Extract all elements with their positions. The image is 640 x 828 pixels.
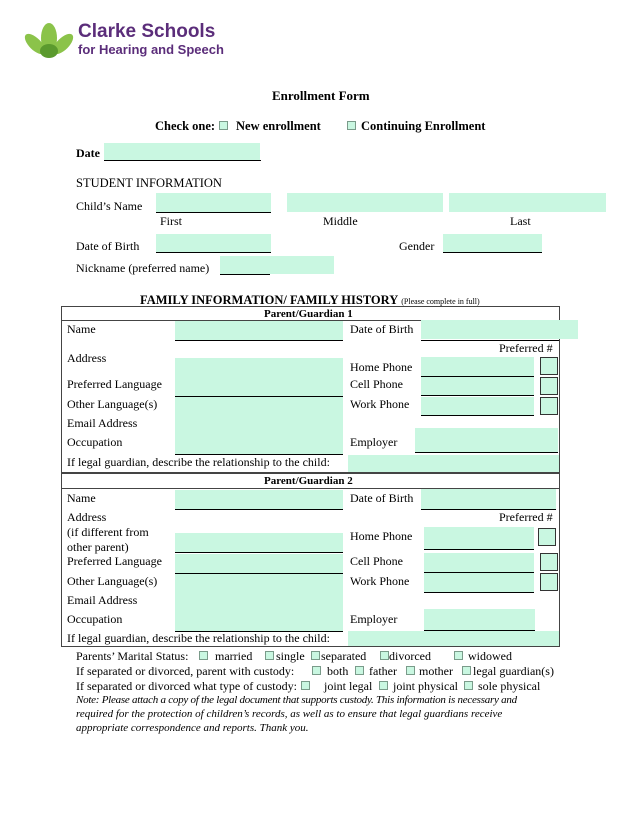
g2-pref-lang-label: Preferred Language xyxy=(67,554,162,568)
g1-work-phone-field[interactable] xyxy=(421,397,534,415)
g1-name-label: Name xyxy=(67,322,96,336)
g2-work-phone-label: Work Phone xyxy=(350,574,410,588)
date-underline xyxy=(104,160,261,161)
logo-name: Clarke Schools xyxy=(78,21,216,42)
joint-physical-checkbox[interactable] xyxy=(379,681,388,690)
g1-email-label: Email Address xyxy=(67,416,138,430)
g1-cell-preferred-checkbox[interactable] xyxy=(540,377,558,395)
check-one-label: Check one: xyxy=(155,119,216,133)
g1-employer-label: Employer xyxy=(350,435,398,449)
g1-dob-field[interactable] xyxy=(421,320,578,339)
guardian1-title: Parent/Guardian 1 xyxy=(264,308,353,320)
logo-tagline: for Hearing and Speech xyxy=(78,42,224,57)
joint-physical-label: joint physical xyxy=(393,679,458,693)
g2-dob-label: Date of Birth xyxy=(350,491,414,505)
g2-work-preferred-checkbox[interactable] xyxy=(540,573,558,591)
married-checkbox[interactable] xyxy=(199,651,208,660)
nickname-field[interactable] xyxy=(220,256,334,274)
g1-occupation-label: Occupation xyxy=(67,435,123,449)
single-checkbox[interactable] xyxy=(265,651,274,660)
logo xyxy=(22,18,224,62)
widowed-label: widowed xyxy=(468,649,512,663)
note-line-3: appropriate correspondence and reports. Thank you. xyxy=(76,722,309,734)
g2-occupation-field[interactable] xyxy=(175,612,343,631)
custody-father-label: father xyxy=(369,664,397,678)
g2-address-underline xyxy=(175,552,343,553)
g2-dob-field[interactable] xyxy=(421,489,556,509)
g2-email-label: Email Address xyxy=(67,593,138,607)
last-label: Last xyxy=(510,214,531,228)
g1-other-lang-field[interactable] xyxy=(175,397,343,416)
g2-legal-label: If legal guardian, describe the relationship to the child: xyxy=(67,631,330,645)
sole-physical-checkbox[interactable] xyxy=(464,681,473,690)
g1-pref-lang-label: Preferred Language xyxy=(67,377,162,391)
continuing-enrollment-checkbox[interactable] xyxy=(347,121,356,130)
divorced-checkbox[interactable] xyxy=(380,651,389,660)
g1-pref-lang-field[interactable] xyxy=(175,377,343,396)
g2-email-field[interactable] xyxy=(175,593,343,612)
g2-address-label: Address xyxy=(67,510,107,524)
student-dob-label: Date of Birth xyxy=(76,239,140,253)
note-line-2: required for the protection of children’s records, as well as to ensure that legal guardians receive xyxy=(76,708,503,720)
g1-occupation-field[interactable] xyxy=(175,435,343,454)
date-field[interactable] xyxy=(104,143,260,160)
g1-legal-label: If legal guardian, describe the relationship to the child: xyxy=(67,455,330,469)
g2-home-phone-underline xyxy=(424,549,534,550)
g2-home-phone-field[interactable] xyxy=(424,527,534,549)
family-heading-note: (Please complete in full) xyxy=(401,297,480,306)
g1-name-underline xyxy=(175,340,343,341)
sole-physical-label: sole physical xyxy=(478,679,541,693)
g2-employer-label: Employer xyxy=(350,612,398,626)
separated-checkbox[interactable] xyxy=(311,651,320,660)
middle-name-field[interactable] xyxy=(287,193,443,212)
first-name-underline xyxy=(156,212,271,213)
g1-name-field[interactable] xyxy=(175,321,343,340)
g1-email-field[interactable] xyxy=(175,416,343,435)
g1-preferred-label: Preferred # xyxy=(499,341,553,355)
g2-name-label: Name xyxy=(67,491,96,505)
gender-label: Gender xyxy=(399,239,435,253)
g1-home-preferred-checkbox[interactable] xyxy=(540,357,558,375)
g2-pref-lang-field[interactable] xyxy=(175,554,343,573)
g2-cell-preferred-checkbox[interactable] xyxy=(540,553,558,571)
g2-occupation-label: Occupation xyxy=(67,612,123,626)
g1-home-phone-field[interactable] xyxy=(421,357,534,376)
note-line-1: Note: Please attach a copy of the legal document that supports custody. This information is necessary and xyxy=(76,694,517,706)
g1-employer-field[interactable] xyxy=(415,428,558,452)
custody-type-label: If separated or divorced what type of custody: xyxy=(76,679,297,693)
g2-home-phone-label: Home Phone xyxy=(350,529,413,543)
gender-field[interactable] xyxy=(443,234,542,252)
custody-label: If separated or divorced, parent with custody: xyxy=(76,664,295,678)
gender-underline xyxy=(443,252,542,253)
custody-legal-guardian-checkbox[interactable] xyxy=(462,666,471,675)
g1-employer-underline xyxy=(415,452,558,453)
last-name-field[interactable] xyxy=(449,193,606,212)
custody-father-checkbox[interactable] xyxy=(355,666,364,675)
g2-name-underline xyxy=(175,509,343,510)
custody-mother-checkbox[interactable] xyxy=(406,666,415,675)
custody-legal-guardian-label: legal guardian(s) xyxy=(473,664,554,678)
separated-label: separated xyxy=(321,649,367,663)
marital-label: Parents’ Marital Status: xyxy=(76,649,189,663)
g2-preferred-label: Preferred # xyxy=(499,510,553,524)
date-label: Date xyxy=(76,146,100,160)
g2-work-phone-underline xyxy=(424,592,534,593)
middle-label: Middle xyxy=(323,214,358,228)
student-dob-underline xyxy=(156,252,271,253)
nickname-label: Nickname (preferred name) xyxy=(76,261,210,275)
g1-work-phone-underline xyxy=(421,415,534,416)
custody-both-checkbox[interactable] xyxy=(312,666,321,675)
g2-work-phone-field[interactable] xyxy=(424,573,534,592)
first-name-field[interactable] xyxy=(156,193,271,212)
guardian2-title: Parent/Guardian 2 xyxy=(264,475,353,487)
form-title: Enrollment Form xyxy=(272,88,370,103)
single-label: single xyxy=(276,649,305,663)
g2-address-note1: (if different from xyxy=(67,525,149,539)
family-heading-text: FAMILY INFORMATION/ FAMILY HISTORY xyxy=(140,293,399,307)
lotus-leaf-icon xyxy=(22,22,76,60)
g2-other-lang-field[interactable] xyxy=(175,574,343,593)
g1-legal-field[interactable] xyxy=(348,455,559,472)
custody-both-label: both xyxy=(327,664,349,678)
g2-employer-field[interactable] xyxy=(424,609,535,630)
g2-legal-field[interactable] xyxy=(348,631,559,646)
g2-cell-phone-field[interactable] xyxy=(424,553,534,572)
g1-address-label: Address xyxy=(67,351,107,365)
g1-work-preferred-checkbox[interactable] xyxy=(540,397,558,415)
g1-cell-phone-underline xyxy=(421,395,534,396)
g2-other-lang-label: Other Language(s) xyxy=(67,574,158,588)
nickname-underline xyxy=(220,274,270,275)
married-label: married xyxy=(215,649,253,663)
new-enrollment-checkbox[interactable] xyxy=(219,121,228,130)
widowed-checkbox[interactable] xyxy=(454,651,463,660)
new-enrollment-label: New enrollment xyxy=(236,119,321,133)
g2-cell-phone-label: Cell Phone xyxy=(350,554,403,568)
g2-address-note2: other parent) xyxy=(67,540,129,554)
g1-work-phone-label: Work Phone xyxy=(350,397,410,411)
continuing-enrollment-label: Continuing Enrollment xyxy=(361,119,486,133)
divorced-label: divorced xyxy=(389,649,431,663)
g2-name-field[interactable] xyxy=(175,490,343,509)
g1-cell-phone-field[interactable] xyxy=(421,377,534,395)
g2-home-preferred-checkbox[interactable] xyxy=(538,528,556,546)
g1-dob-label: Date of Birth xyxy=(350,322,414,336)
g1-address-field[interactable] xyxy=(175,358,343,377)
student-info-heading: STUDENT INFORMATION xyxy=(76,176,222,190)
g2-address-field[interactable] xyxy=(175,533,343,552)
joint-legal-checkbox[interactable] xyxy=(301,681,310,690)
g1-home-phone-label: Home Phone xyxy=(350,360,413,374)
first-label: First xyxy=(160,214,183,228)
childs-name-label: Child’s Name xyxy=(76,199,143,213)
g1-other-lang-label: Other Language(s) xyxy=(67,397,158,411)
custody-mother-label: mother xyxy=(419,664,453,678)
student-dob-field[interactable] xyxy=(156,234,271,252)
joint-legal-label: joint legal xyxy=(324,679,373,693)
g1-cell-phone-label: Cell Phone xyxy=(350,377,403,391)
